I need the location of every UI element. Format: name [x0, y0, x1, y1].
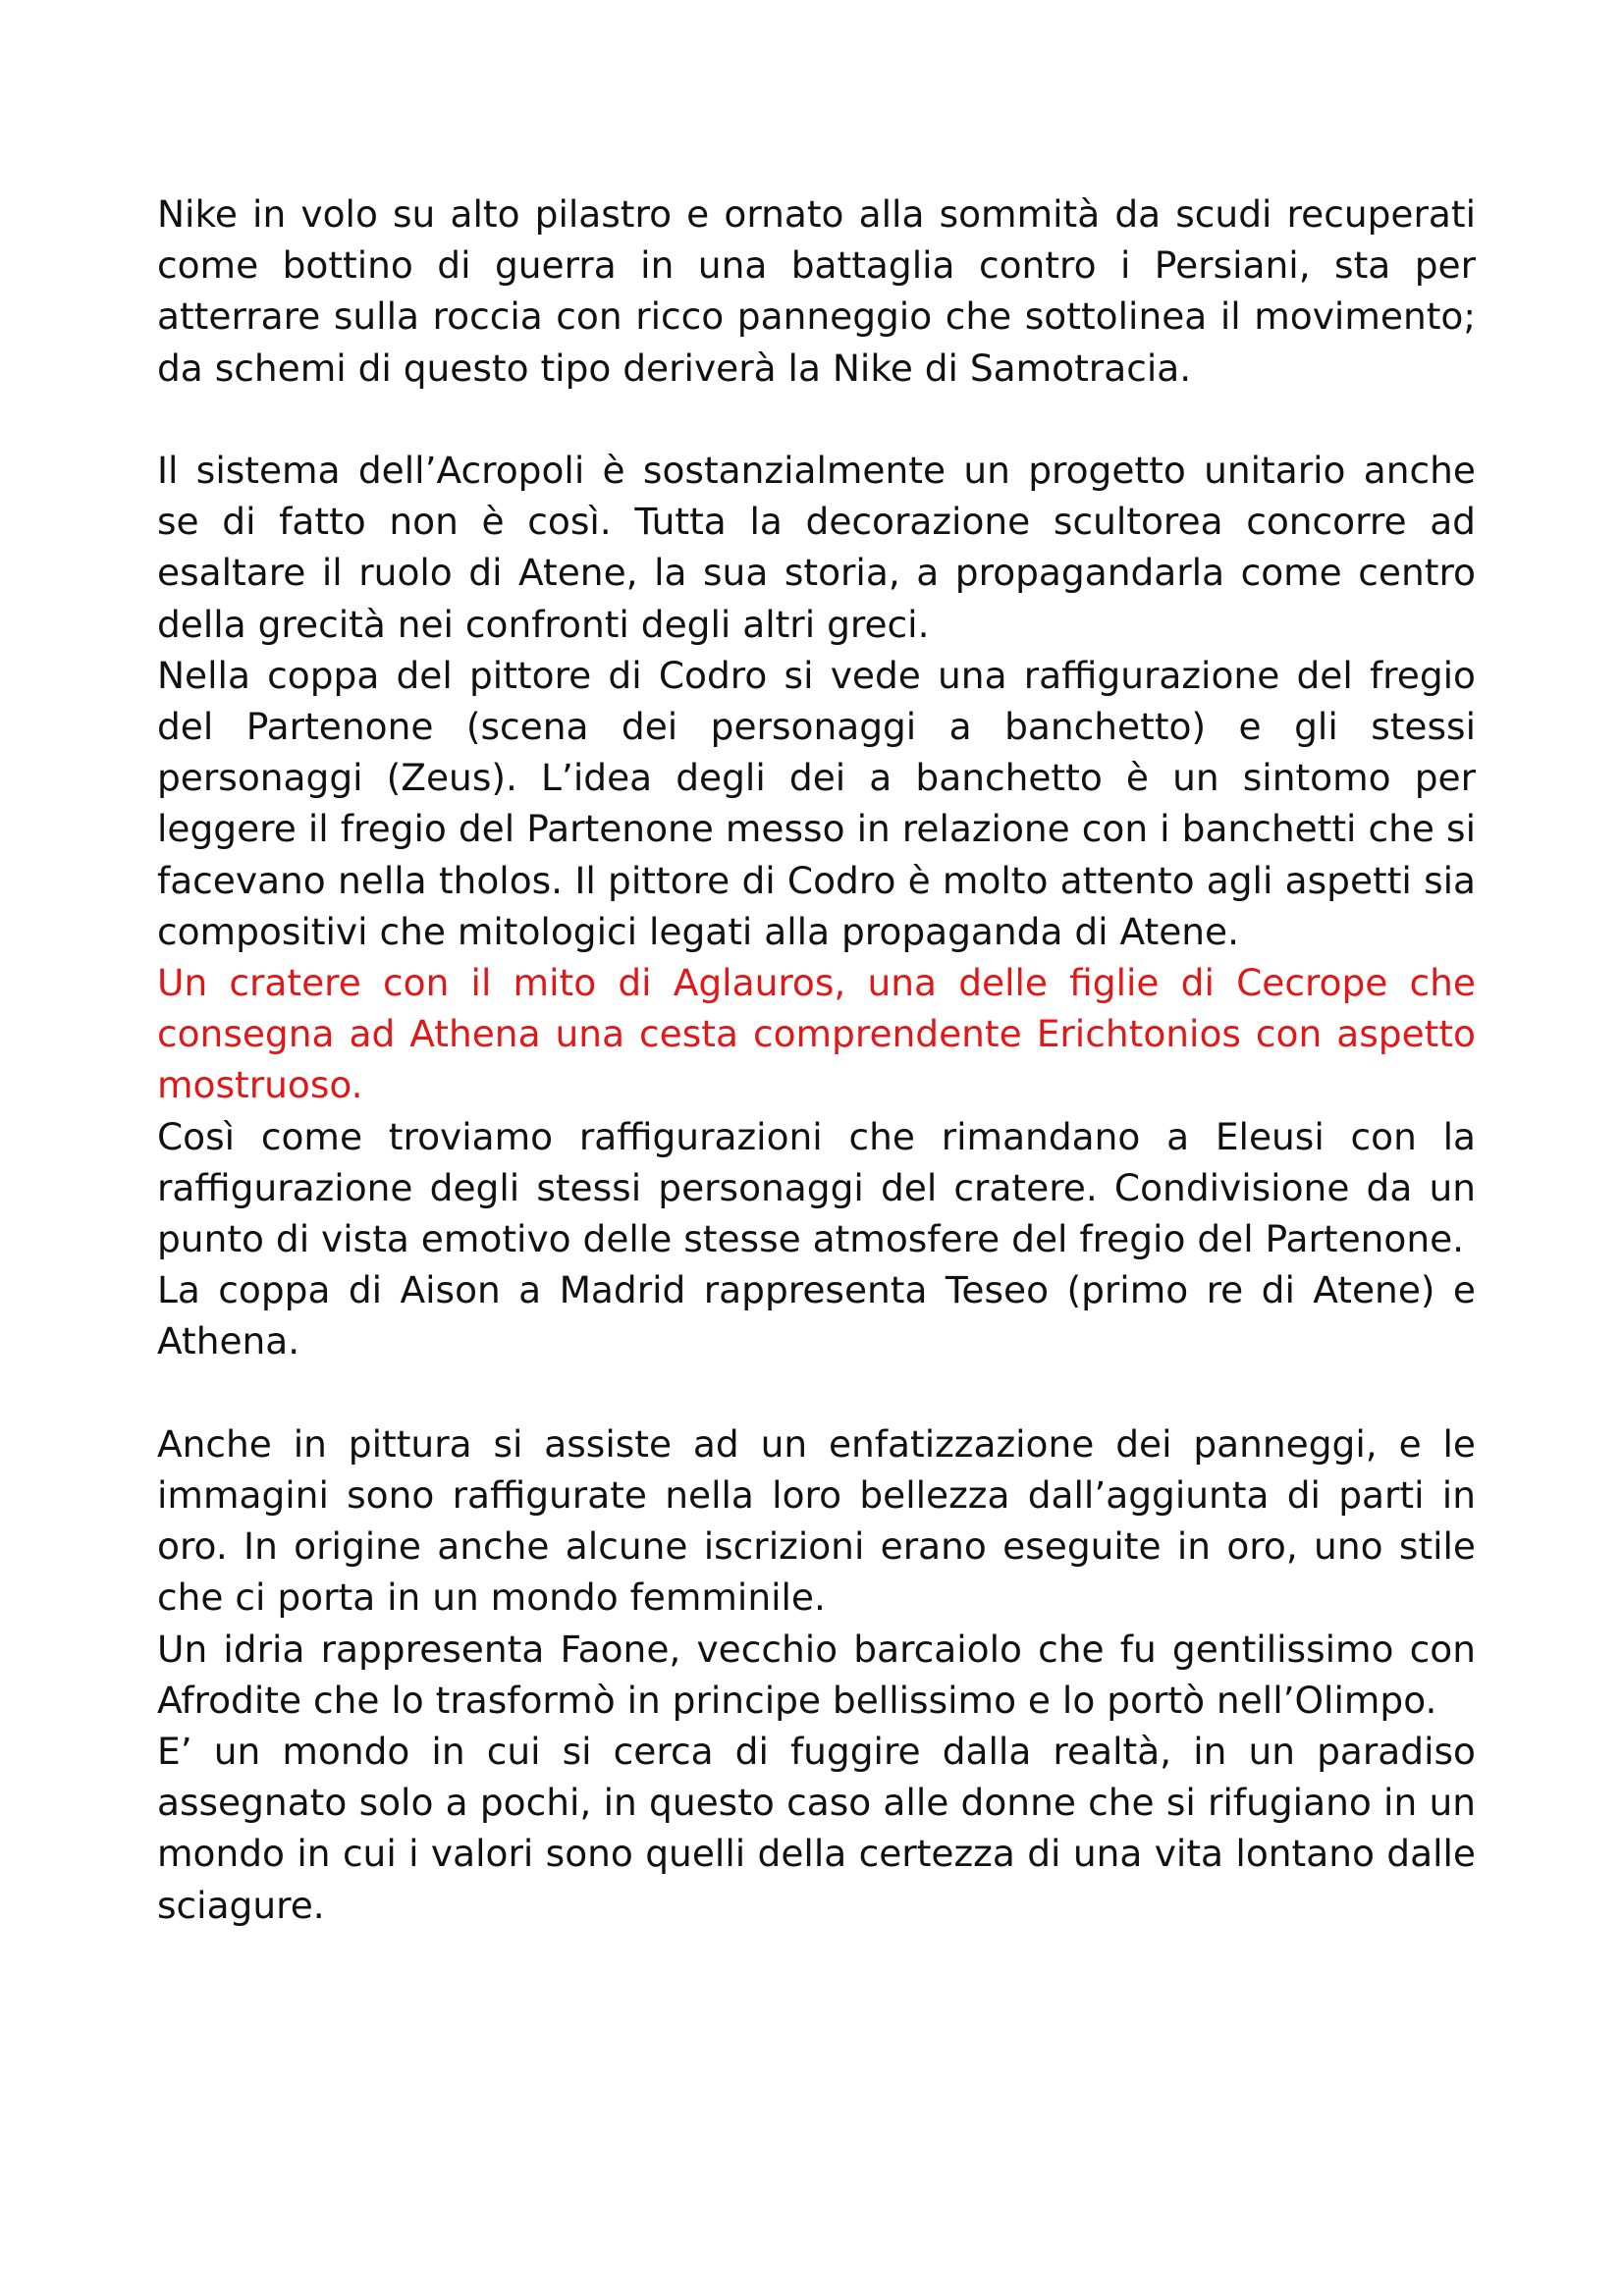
document-body [157, 188, 1476, 1931]
paragraph-mondo: E’ un mondo in cui si cerca di fuggire dalla realtà, in un paradiso assegnato solo a pochi, in questo caso alle donne che si rifugiano in un mondo in cui i valori sono quelli della certezza di una vita lontano dalle sciagure. [157, 1730, 1476, 1927]
paragraph-aison: La coppa di Aison a Madrid rappresenta Teseo (primo re di Atene) e Athena. [157, 1268, 1476, 1363]
paragraph-nike: Nike in volo su alto pilastro e ornato alla sommità da scudi recuperati come bottino di guerra in una battaglia contro i Persiani, sta per atterrare sulla roccia con ricco panneggio che sottolinea il movimento; da schemi di questo tipo deriverà la Nike di Samotracia. [157, 192, 1476, 390]
paragraph-codro: Nella coppa del pittore di Codro si vede una raffigurazione del fregio del Partenone (scena dei personaggi a banchetto) e gli stessi personaggi (Zeus). L’idea degli dei a banchetto è un sintomo per leggere il fregio del Partenone messo in relazione con i banchetti che si facevano nella tholos. Il pittore di Codro è molto attento agli aspetti sia compositivi che mitologici legati alla propaganda di Atene. [157, 653, 1476, 953]
paragraph-eleusi: Così come troviamo raffigurazioni che rimandano a Eleusi con la raffigurazione degli stessi personaggi del cratere. Condivisione da un punto di vista emotivo delle stesse atmosfere del fregio del Partenone. [157, 1114, 1476, 1261]
paragraph-faone: Un idria rappresenta Faone, vecchio barcaiolo che fu gentilissimo con Afrodite che lo trasformò in principe bellissimo e lo portò nell’Olimpo. [157, 1627, 1476, 1722]
paragraph-spacer [157, 394, 1476, 445]
paragraph-pittura: Anche in pittura si assiste ad un enfatizzazione dei panneggi, e le immagini sono raffigurate nella loro bellezza dall’aggiunta di parti in oro. In origine anche alcune iscrizioni erano eseguite in oro, uno stile che ci porta in un mondo femminile. [157, 1421, 1476, 1620]
paragraph-spacer [157, 1367, 1476, 1418]
paragraph-acropoli: Il sistema dell’Acropoli è sostanzialmente un progetto unitario anche se di fatto non è così. Tutta la decorazione scultorea concorre ad esaltare il ruolo di Atene, la sua storia, a propagandarla come centro della grecità nei confronti degli altri greci. [157, 449, 1476, 646]
paragraph-cratere-highlighted: Un cratere con il mito di Aglauros, una delle figlie di Cecrope che consegna ad Athena una cesta comprendente Erichtonios con aspetto mostruoso. [157, 961, 1476, 1107]
